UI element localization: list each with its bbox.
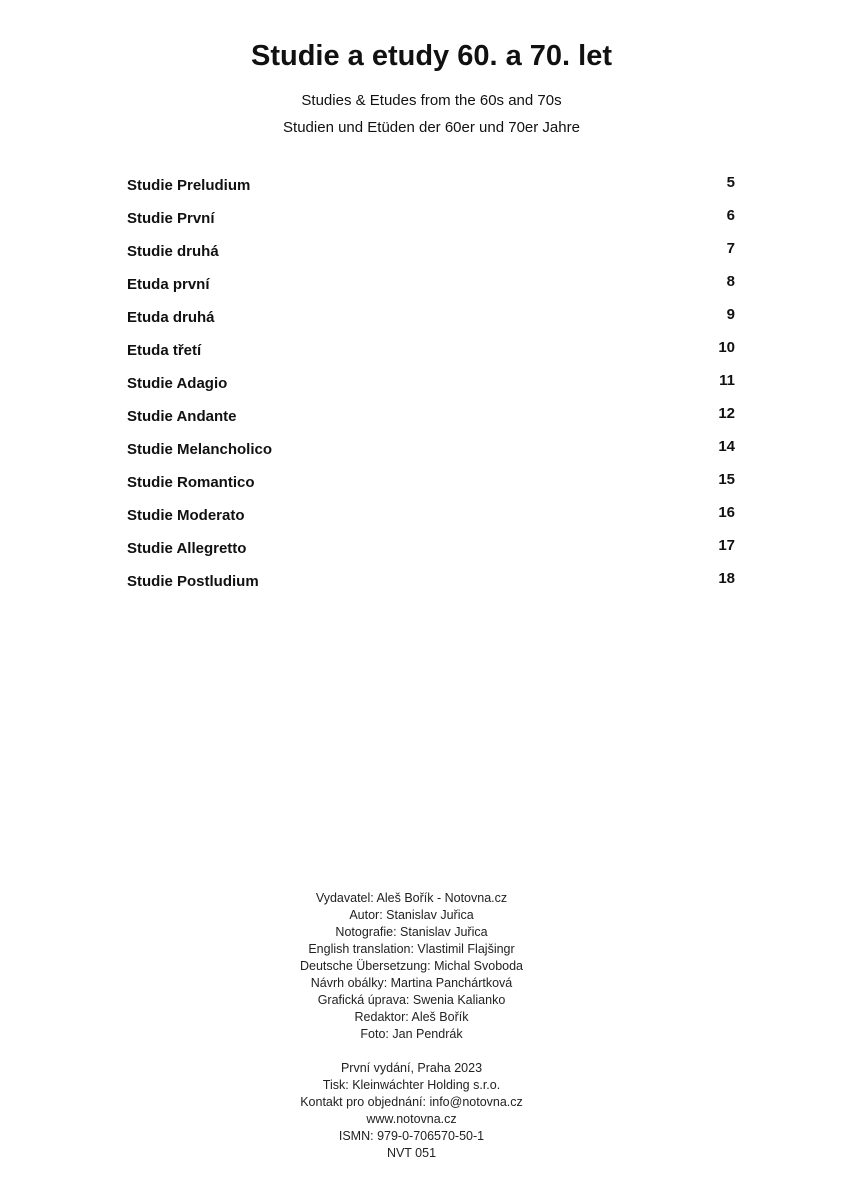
toc-entry bbox=[127, 401, 735, 434]
toc-entry-page: 8 bbox=[726, 273, 735, 290]
toc-entry-page: 5 bbox=[726, 174, 735, 191]
toc-entry-title: Studie Romantico bbox=[127, 474, 255, 491]
toc-entry-title: Studie Melancholico bbox=[127, 441, 273, 458]
credit-editor: Redaktor: Aleš Bořík bbox=[354, 1010, 469, 1024]
toc-entry-title: Studie Moderato bbox=[127, 507, 245, 524]
toc-entry-title: Etuda druhá bbox=[127, 309, 215, 326]
toc-entry bbox=[127, 500, 735, 533]
toc-entry-title: Etuda první bbox=[127, 276, 210, 293]
toc-entry-page: 18 bbox=[718, 570, 735, 587]
credit-photo: Foto: Jan Pendrák bbox=[360, 1027, 463, 1041]
credit-author: Autor: Stanislav Juřica bbox=[349, 908, 474, 922]
toc-entry-title: Studie Allegretto bbox=[127, 540, 247, 557]
printer-info: Tisk: Kleinwáchter Holding s.r.o. bbox=[322, 1078, 501, 1092]
credit-graphic-design: Grafická úprava: Swenia Kalianko bbox=[317, 993, 506, 1007]
toc-entry-title: Etuda třetí bbox=[127, 342, 202, 359]
page-title: Studie a etudy 60. a 70. let bbox=[250, 40, 613, 72]
toc-entry-page: 16 bbox=[718, 504, 735, 521]
toc-entry bbox=[127, 269, 735, 302]
toc-entry-page: 7 bbox=[726, 240, 735, 257]
credits-block bbox=[0, 890, 823, 1162]
toc-entry-title: Studie Andante bbox=[127, 408, 237, 425]
toc-entry-page: 17 bbox=[718, 537, 735, 554]
toc-entry-title: Studie Preludium bbox=[127, 177, 251, 194]
credit-publisher: Vydavatel: Aleš Bořík - Notovna.cz bbox=[315, 891, 508, 905]
edition-info: První vydání, Praha 2023 bbox=[340, 1061, 483, 1075]
toc-entry-page: 12 bbox=[718, 405, 735, 422]
toc-entry bbox=[127, 236, 735, 269]
credits-spacer bbox=[0, 1043, 823, 1060]
toc-entry bbox=[127, 170, 735, 203]
toc-entry-page: 10 bbox=[718, 339, 735, 356]
toc-entry bbox=[127, 203, 735, 236]
credit-german-translation: Deutsche Übersetzung: Michal Svoboda bbox=[299, 959, 524, 973]
toc-entry bbox=[127, 335, 735, 368]
toc-entry-title: Studie Postludium bbox=[127, 573, 259, 590]
toc-entry-page: 11 bbox=[719, 372, 735, 389]
toc-entry bbox=[127, 368, 735, 401]
ismn-number: ISMN: 979-0-706570-50-1 bbox=[338, 1129, 485, 1143]
toc-entry-page: 6 bbox=[726, 207, 735, 224]
toc-entry bbox=[127, 434, 735, 467]
credit-notation: Notografie: Stanislav Juřica bbox=[335, 925, 488, 939]
catalog-number: NVT 051 bbox=[386, 1146, 437, 1160]
toc-entry bbox=[127, 566, 735, 599]
toc-entry-title: Studie První bbox=[127, 210, 215, 227]
toc-entry bbox=[127, 533, 735, 566]
toc-entry-title: Studie druhá bbox=[127, 243, 219, 260]
credit-cover-design: Návrh obálky: Martina Panchártková bbox=[310, 976, 513, 990]
toc-entry-page: 14 bbox=[718, 438, 735, 455]
order-contact: Kontakt pro objednání: info@notovna.cz bbox=[300, 1095, 523, 1109]
toc-entry-title: Studie Adagio bbox=[127, 375, 228, 392]
table-of-contents bbox=[127, 170, 735, 599]
toc-entry-page: 15 bbox=[718, 471, 735, 488]
toc-entry bbox=[127, 467, 735, 500]
subtitle-english: Studies & Etudes from the 60s and 70s bbox=[301, 92, 562, 109]
subtitle-german: Studien und Etüden der 60er und 70er Jahre bbox=[283, 119, 580, 136]
toc-entry-page: 9 bbox=[726, 306, 735, 323]
toc-entry bbox=[127, 302, 735, 335]
website: www.notovna.cz bbox=[366, 1112, 457, 1126]
credit-english-translation: English translation: Vlastimil Flajšingr bbox=[308, 942, 515, 956]
